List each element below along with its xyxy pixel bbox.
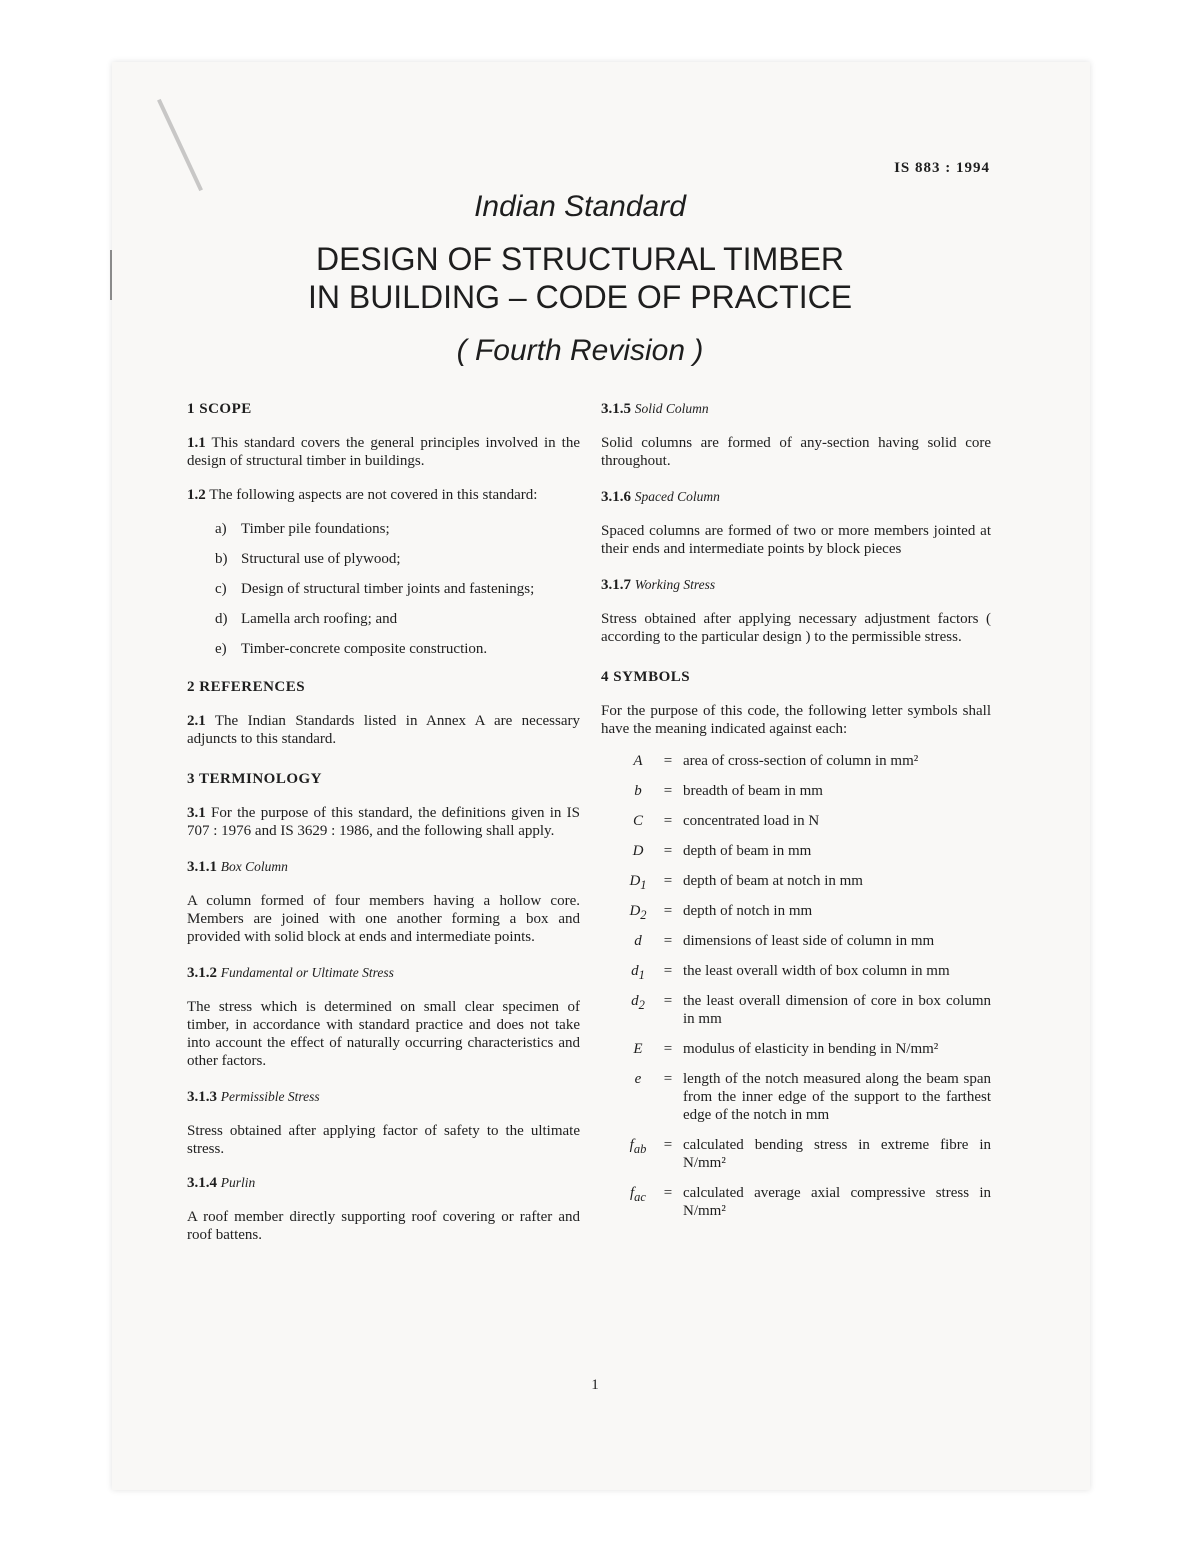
term-number: 3.1.1: [187, 859, 217, 875]
term-definition: Stress obtained after applying necessary adjustment factors ( according to the particular design ) to the permissible stress.: [601, 611, 991, 645]
clause-1-2: [187, 486, 580, 504]
title-line-2: IN BUILDING – CODE OF PRACTICE: [307, 279, 853, 315]
revision-note: ( Fourth Revision ): [456, 334, 704, 367]
equals-sign: =: [663, 933, 673, 949]
section-heading-symbols: 4 SYMBOLS: [601, 669, 691, 685]
symbol-row: [601, 872, 991, 890]
term-heading-box-column: [187, 858, 580, 876]
symbol-definition: the least overall width of box column in mm: [683, 963, 950, 979]
symbol-row: [601, 1040, 991, 1058]
term-title: Purlin: [220, 1175, 256, 1190]
term-number: 3.1.7: [601, 577, 631, 593]
symbol-definition: depth of beam in mm: [683, 843, 812, 859]
symbol: A: [633, 753, 643, 769]
equals-sign: =: [663, 843, 673, 859]
symbol: $f_{ac}$: [630, 1185, 646, 1204]
equals-sign: =: [663, 903, 673, 919]
symbol-row: [601, 842, 991, 860]
equals-sign: =: [663, 1137, 673, 1153]
symbol: b: [634, 783, 642, 799]
term-number: 3.1.6: [601, 489, 631, 505]
equals-sign: =: [663, 1041, 673, 1057]
term-title: Working Stress: [634, 577, 716, 592]
symbol: $D_1$: [629, 873, 647, 892]
section-heading-terminology: 3 TERMINOLOGY: [187, 771, 322, 787]
symbols-list: [601, 752, 991, 1220]
section-heading-references: 2 REFERENCES: [187, 679, 306, 695]
term-definition: Stress obtained after applying factor of safety to the ultimate stress.: [187, 1123, 580, 1157]
clause-text: The Indian Standards listed in Annex A are necessary adjuncts to this standard.: [187, 713, 580, 747]
symbol-definition: area of cross-section of column in mm²: [683, 753, 919, 769]
exclusions-list: [187, 520, 580, 658]
list-item: [187, 610, 580, 628]
symbol-definition: dimensions of least side of column in mm: [683, 933, 935, 949]
equals-sign: =: [663, 993, 673, 1009]
term-definition: A roof member directly supporting roof covering or rafter and roof battens.: [187, 1209, 580, 1243]
right-column: [601, 400, 991, 1220]
term-title: Box Column: [220, 859, 288, 874]
term-title: Solid Column: [634, 401, 709, 416]
list-letter: e): [215, 641, 227, 657]
symbol-row: [601, 962, 991, 980]
list-letter: b): [215, 551, 228, 567]
clause-text: The following aspects are not covered in this standard:: [205, 487, 538, 503]
symbol-row: [601, 782, 991, 800]
term-heading-ultimate-stress: [187, 964, 580, 982]
page-number: 1: [591, 1377, 599, 1393]
title-line-1: DESIGN OF STRUCTURAL TIMBER: [315, 241, 845, 277]
list-item: [187, 550, 580, 568]
title-block: [0, 190, 1160, 368]
term-heading-permissible-stress: [187, 1088, 580, 1106]
equals-sign: =: [663, 753, 673, 769]
term-title: Fundamental or Ultimate Stress: [220, 965, 394, 980]
list-letter: c): [215, 581, 227, 597]
symbol-definition: calculated bending stress in extreme fibre in N/mm²: [683, 1137, 991, 1171]
symbol: d: [634, 933, 642, 949]
symbol-definition: length of the notch measured along the beam span from the inner edge of the support to the farthest edge of the notch in mm: [683, 1071, 991, 1123]
symbol-row: [601, 902, 991, 920]
symbol: $f_{ab}$: [629, 1137, 647, 1156]
list-text: Structural use of plywood;: [241, 551, 401, 567]
symbol-definition: depth of beam at notch in mm: [683, 873, 863, 889]
equals-sign: =: [663, 783, 673, 799]
symbol-definition: modulus of elasticity in bending in N/mm²: [683, 1041, 939, 1057]
equals-sign: =: [663, 873, 673, 889]
symbol-row: [601, 1070, 991, 1124]
term-heading-solid-column: [601, 400, 991, 418]
left-column: [187, 400, 580, 1244]
symbol-row: [601, 1184, 991, 1220]
clause-3-1: [187, 804, 580, 840]
list-text: Lamella arch roofing; and: [241, 611, 398, 627]
symbol: C: [632, 813, 643, 829]
symbol-definition: concentrated load in N: [683, 813, 820, 829]
standard-number: IS 883 : 1994: [894, 160, 990, 176]
term-definition: Spaced columns are formed of two or more members jointed at their ends and intermediate points by block pieces: [601, 523, 991, 557]
symbol-definition: the least overall dimension of core in box column in mm: [683, 993, 991, 1027]
symbols-intro: For the purpose of this code, the following letter symbols shall have the meaning indicated against each:: [601, 703, 991, 737]
list-text: Design of structural timber joints and fastenings;: [241, 581, 535, 597]
section-heading-scope: 1 SCOPE: [187, 401, 252, 417]
symbol-row: [601, 932, 991, 950]
document-title: [0, 240, 1160, 316]
term-definition: A column formed of four members having a hollow core. Members are joined with one another forming a box and provided with solid block at ends and intermediate points.: [187, 893, 580, 945]
symbol-row: [601, 752, 991, 770]
term-heading-working-stress: [601, 576, 991, 594]
symbol-row: [601, 992, 991, 1028]
symbol: $d_1$: [631, 963, 645, 982]
term-number: 3.1.3: [187, 1089, 217, 1105]
list-text: Timber pile foundations;: [241, 521, 390, 537]
term-definition: The stress which is determined on small clear specimen of timber, in accordance with standard practice and does not take into account the effect of naturally occurring characteristics and other factors.: [187, 999, 580, 1069]
symbol: E: [633, 1041, 643, 1057]
term-title: Permissible Stress: [220, 1089, 320, 1104]
list-letter: d): [215, 611, 228, 627]
list-letter: a): [215, 521, 227, 537]
term-heading-spaced-column: [601, 488, 991, 506]
equals-sign: =: [663, 813, 673, 829]
symbol-definition: breadth of beam in mm: [683, 783, 823, 799]
clause-number: 1.2: [187, 487, 206, 503]
clause-number: 1.1: [187, 435, 206, 451]
clause-2-1: [187, 712, 580, 748]
list-item: [187, 580, 580, 598]
symbol: D: [632, 843, 644, 859]
list-item: [187, 640, 580, 658]
list-item: [187, 520, 580, 538]
term-definition: Solid columns are formed of any-section having solid core throughout.: [601, 435, 991, 469]
term-number: 3.1.5: [601, 401, 631, 417]
clause-text: For the purpose of this standard, the definitions given in IS 707 : 1976 and IS 3629 : 1986, and the following shall apply.: [187, 805, 580, 839]
clause-text: This standard covers the general principles involved in the design of structural timber in buildings.: [187, 435, 580, 469]
clause-number: 3.1: [187, 805, 206, 821]
clause-number: 2.1: [187, 713, 206, 729]
symbol-definition: depth of notch in mm: [683, 903, 813, 919]
equals-sign: =: [663, 1185, 673, 1201]
term-number: 3.1.2: [187, 965, 217, 981]
term-heading-purlin: [187, 1174, 580, 1192]
symbol-definition: calculated average axial compressive stress in N/mm²: [683, 1185, 991, 1219]
symbol: e: [634, 1071, 642, 1087]
list-text: Timber-concrete composite construction.: [241, 641, 488, 657]
symbol-row: [601, 1136, 991, 1172]
symbol: $d_2$: [631, 993, 645, 1012]
clause-1-1: [187, 434, 580, 470]
equals-sign: =: [663, 963, 673, 979]
symbol-row: [601, 812, 991, 830]
term-number: 3.1.4: [187, 1175, 217, 1191]
symbol: $D_2$: [629, 903, 647, 922]
term-title: Spaced Column: [634, 489, 720, 504]
equals-sign: =: [663, 1071, 673, 1087]
title-kicker: Indian Standard: [474, 190, 686, 223]
